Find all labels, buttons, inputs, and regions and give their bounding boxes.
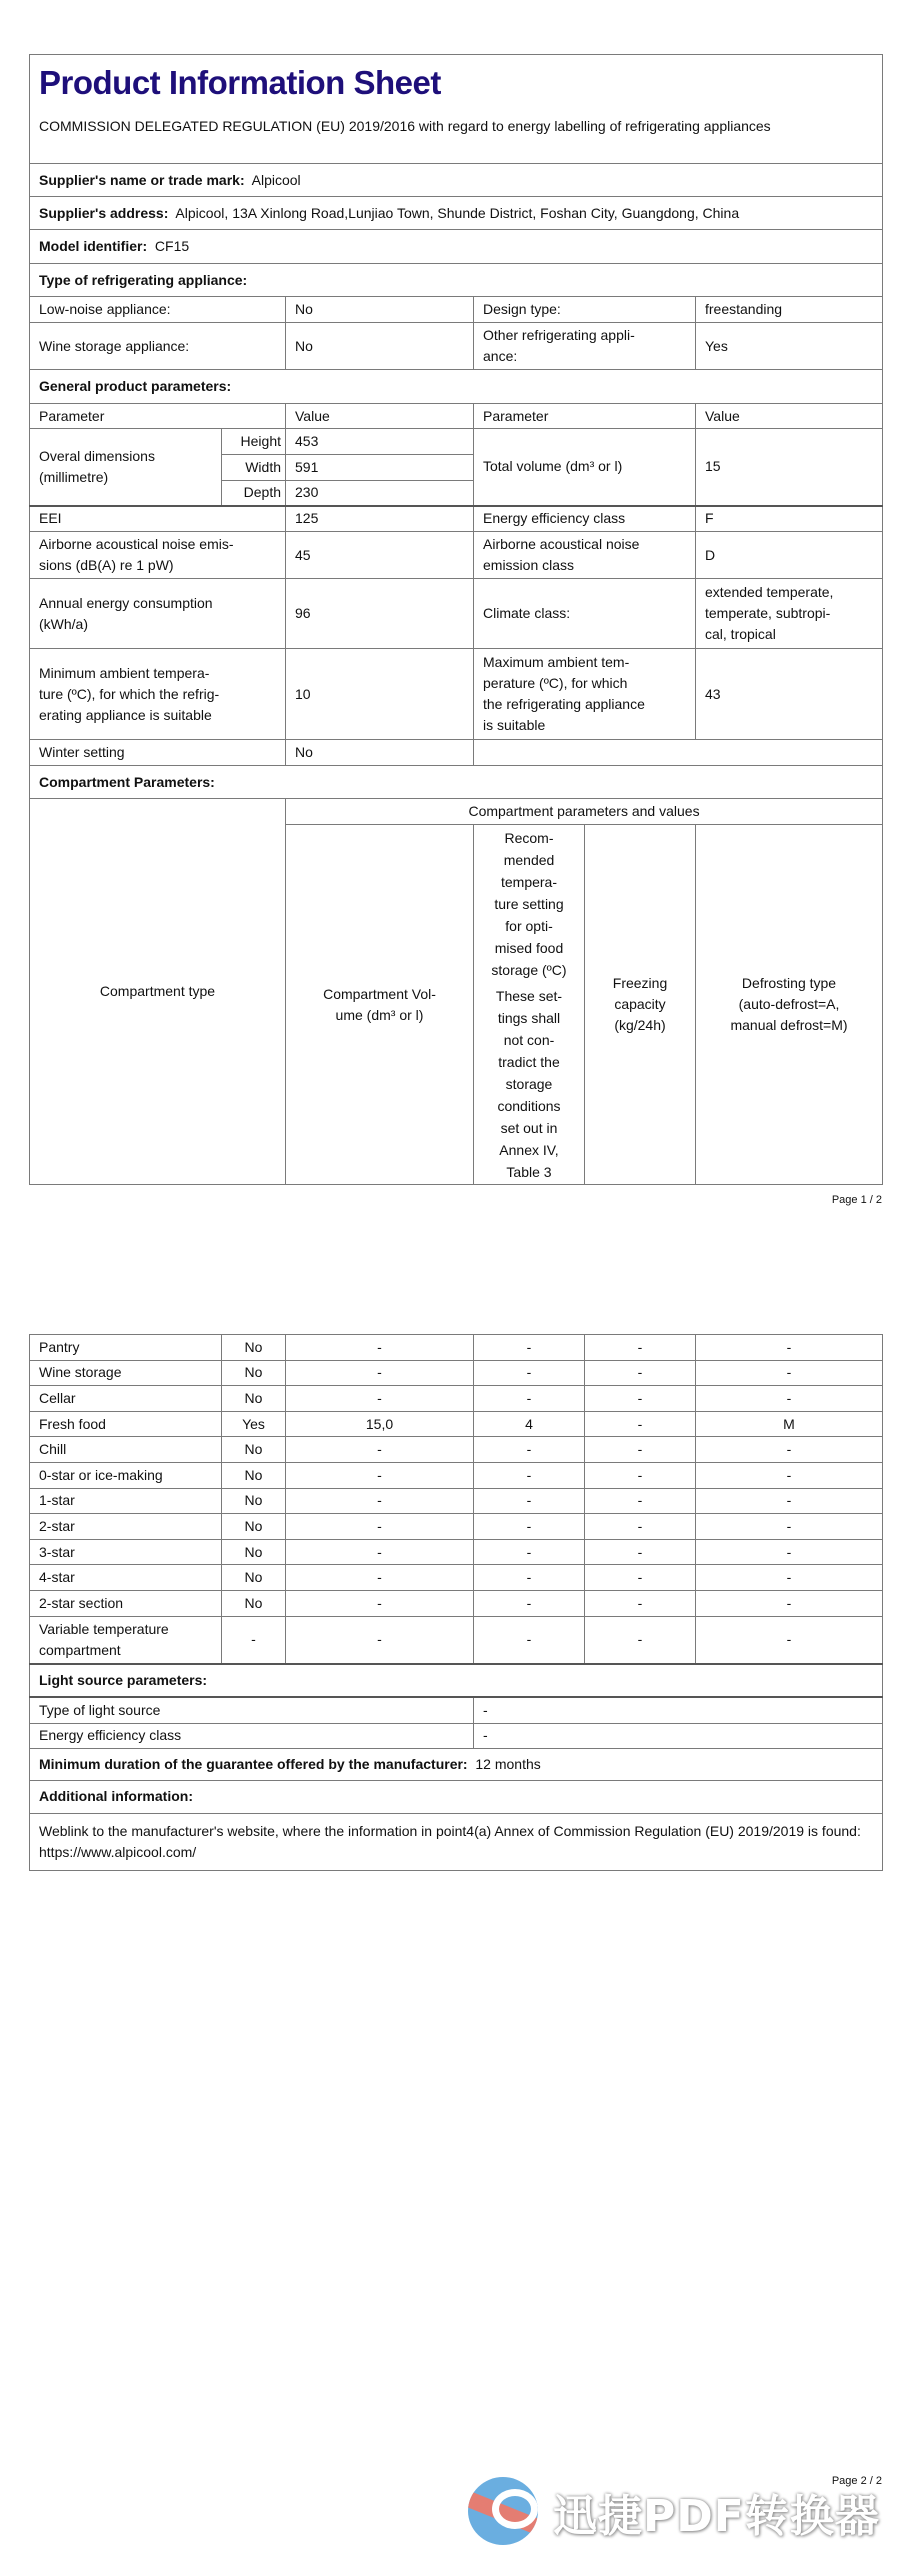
- low-noise-value: No: [286, 297, 474, 323]
- compartment-type-cell: Fresh food: [30, 1411, 222, 1437]
- compartment-volume-cell: -: [286, 1488, 474, 1514]
- recommended-temperature-cell: -: [474, 1462, 585, 1488]
- compartment-type-cell: 3-star: [30, 1539, 222, 1565]
- temperature-header: Recom- mended tempera- ture setting for opti- mised food storage (ºC): [491, 829, 567, 978]
- weblink-text: Weblink to the manufacturer's website, where the information in point4(a) Annex of Commission Regulation (EU) 2019/2019 is found:: [39, 1822, 861, 1839]
- height-label: Height: [222, 429, 286, 455]
- model-label: Model identifier:: [39, 238, 148, 254]
- compartment-volume-cell: -: [286, 1514, 474, 1540]
- compartment-type-cell: Cellar: [30, 1386, 222, 1412]
- light-eec-value: -: [474, 1723, 883, 1748]
- supplier-name-value: Alpicool: [251, 171, 301, 188]
- compartment-rows: [30, 1335, 883, 1665]
- max-ambient-label: Maximum ambient tem- perature (ºC), for which the refrigerating appliance is suitable: [474, 649, 696, 740]
- climate-class-value: extended temperate, temperate, subtropi- cal, tropical: [696, 579, 883, 649]
- product-info-table-page2: [29, 1334, 883, 1871]
- compartment-row: [30, 1437, 883, 1463]
- watermark-logo-icon: [468, 2477, 538, 2545]
- compartment-volume-cell: -: [286, 1437, 474, 1463]
- design-type-label: Design type:: [474, 297, 696, 323]
- compartment-row: [30, 1335, 883, 1361]
- freezing-capacity-cell: -: [585, 1590, 696, 1616]
- noise-value: 45: [286, 532, 474, 579]
- compartment-row: [30, 1565, 883, 1591]
- recommended-temperature-cell: -: [474, 1616, 585, 1664]
- page-number-2: Page 2 / 2: [831, 2475, 882, 2487]
- wine-storage-label: Wine storage appliance:: [30, 323, 286, 370]
- compartment-volume-cell: 15,0: [286, 1411, 474, 1437]
- compartment-row: [30, 1360, 883, 1386]
- depth-value: 230: [286, 481, 474, 506]
- supplier-name-label: Supplier's name or trade mark:: [39, 171, 245, 188]
- defrosting-type-cell: -: [696, 1514, 883, 1540]
- compartment-row: [30, 1539, 883, 1565]
- compartment-present-cell: No: [222, 1335, 286, 1361]
- compartment-type-cell: 2-star section: [30, 1590, 222, 1616]
- supplier-name-row: [30, 164, 883, 197]
- page-number-1: Page 1 / 2: [831, 1194, 882, 1206]
- defrosting-type-cell: -: [696, 1488, 883, 1514]
- defrosting-type-cell: -: [696, 1539, 883, 1565]
- compartment-present-cell: No: [222, 1437, 286, 1463]
- title-cell: [30, 55, 883, 164]
- compartment-row: [30, 1514, 883, 1540]
- guarantee-row: [30, 1748, 883, 1780]
- recommended-temperature-cell: 4: [474, 1411, 585, 1437]
- recommended-temperature-cell: -: [474, 1360, 585, 1386]
- defrosting-type-header: Defrosting type (auto-defrost=A, manual defrost=M): [696, 825, 883, 1185]
- supplier-address-label: Supplier's address:: [39, 204, 169, 221]
- compartment-type-cell: Pantry: [30, 1335, 222, 1361]
- defrosting-type-cell: -: [696, 1360, 883, 1386]
- compartment-type-cell: Wine storage: [30, 1360, 222, 1386]
- compartment-present-cell: No: [222, 1590, 286, 1616]
- width-value: 591: [286, 455, 474, 481]
- compartment-present-cell: No: [222, 1565, 286, 1591]
- model-row: [30, 230, 883, 264]
- appliance-type-heading: Type of refrigerating appliance:: [30, 264, 883, 297]
- winter-setting-value: No: [286, 740, 474, 766]
- guarantee-label: Minimum duration of the guarantee offered by the manufacturer:: [39, 1755, 468, 1772]
- defrosting-type-cell: -: [696, 1437, 883, 1463]
- low-noise-label: Low-noise appliance:: [30, 297, 286, 323]
- winter-setting-label: Winter setting: [30, 740, 286, 766]
- defrosting-type-cell: M: [696, 1411, 883, 1437]
- freezing-capacity-cell: -: [585, 1360, 696, 1386]
- compartment-type-header: Compartment type: [30, 799, 286, 1185]
- defrosting-type-cell: -: [696, 1462, 883, 1488]
- compartment-present-cell: No: [222, 1539, 286, 1565]
- freezing-capacity-cell: -: [585, 1565, 696, 1591]
- light-type-value: -: [474, 1697, 883, 1723]
- freezing-capacity-cell: -: [585, 1437, 696, 1463]
- compartment-volume-cell: -: [286, 1616, 474, 1664]
- light-eec-label: Energy efficiency class: [30, 1723, 474, 1748]
- compartment-type-cell: 2-star: [30, 1514, 222, 1540]
- freezing-capacity-cell: -: [585, 1411, 696, 1437]
- compartment-group-header: Compartment parameters and values: [286, 799, 883, 825]
- freezing-capacity-cell: -: [585, 1488, 696, 1514]
- freezing-capacity-cell: -: [585, 1616, 696, 1664]
- watermark-text: 迅捷PDF转换器: [553, 2491, 880, 2542]
- compartment-params-heading: Compartment Parameters:: [30, 766, 883, 799]
- compartment-row: [30, 1616, 883, 1664]
- compartment-row: [30, 1488, 883, 1514]
- defrosting-type-cell: -: [696, 1590, 883, 1616]
- noise-class-label: Airborne acoustical noise emission class: [474, 532, 696, 579]
- other-appliance-value: Yes: [696, 323, 883, 370]
- compartment-volume-cell: -: [286, 1565, 474, 1591]
- freezing-capacity-header: Freezing capacity (kg/24h): [585, 825, 696, 1185]
- recommended-temperature-cell: -: [474, 1437, 585, 1463]
- compartment-volume-cell: -: [286, 1335, 474, 1361]
- supplier-address-row: [30, 197, 883, 230]
- compartment-row: [30, 1411, 883, 1437]
- noise-label: Airborne acoustical noise emis- sions (dB(A) re 1 pW): [30, 532, 286, 579]
- defrosting-type-cell: -: [696, 1335, 883, 1361]
- eec-value: F: [696, 506, 883, 532]
- min-ambient-label: Minimum ambient tempera- ture (ºC), for which the refrig- erating appliance is suitable: [30, 649, 286, 740]
- guarantee-value: 12 months: [475, 1755, 541, 1772]
- col-header-value-2: Value: [696, 404, 883, 429]
- min-ambient-value: 10: [286, 649, 474, 740]
- eei-label: EEI: [30, 506, 286, 532]
- defrosting-type-cell: -: [696, 1616, 883, 1664]
- col-header-parameter: Parameter: [30, 404, 286, 429]
- total-volume-label: Total volume (dm³ or l): [474, 429, 696, 506]
- annual-energy-value: 96: [286, 579, 474, 649]
- eei-value: 125: [286, 506, 474, 532]
- height-value: 453: [286, 429, 474, 455]
- compartment-volume-cell: -: [286, 1539, 474, 1565]
- compartment-type-cell: 1-star: [30, 1488, 222, 1514]
- width-label: Width: [222, 455, 286, 481]
- compartment-row: [30, 1386, 883, 1412]
- compartment-present-cell: No: [222, 1514, 286, 1540]
- recommended-temperature-cell: -: [474, 1590, 585, 1616]
- empty-cell: [474, 740, 883, 766]
- wine-storage-value: No: [286, 323, 474, 370]
- climate-class-label: Climate class:: [474, 579, 696, 649]
- max-ambient-value: 43: [696, 649, 883, 740]
- col-header-parameter-2: Parameter: [474, 404, 696, 429]
- dimensions-label: Overal dimensions (millimetre): [30, 429, 222, 506]
- temperature-note: These set- tings shall not con- tradict the storage conditions set out in Annex IV, Table 3: [495, 987, 563, 1180]
- general-params-heading: General product parameters:: [30, 370, 883, 404]
- compartment-type-cell: 0-star or ice-making: [30, 1462, 222, 1488]
- temperature-header-cell: [474, 825, 585, 1185]
- compartment-volume-cell: -: [286, 1386, 474, 1412]
- compartment-row: [30, 1590, 883, 1616]
- defrosting-type-cell: -: [696, 1386, 883, 1412]
- supplier-address-value: Alpicool, 13A Xinlong Road,Lunjiao Town, Shunde District, Foshan City, Guangdong, China: [175, 204, 740, 221]
- freezing-capacity-cell: -: [585, 1539, 696, 1565]
- freezing-capacity-cell: -: [585, 1462, 696, 1488]
- product-info-table-page1: [29, 54, 883, 1185]
- freezing-capacity-cell: -: [585, 1514, 696, 1540]
- noise-class-value: D: [696, 532, 883, 579]
- freezing-capacity-cell: -: [585, 1335, 696, 1361]
- depth-label: Depth: [222, 481, 286, 506]
- compartment-type-cell: 4-star: [30, 1565, 222, 1591]
- defrosting-type-cell: -: [696, 1565, 883, 1591]
- compartment-type-cell: Chill: [30, 1437, 222, 1463]
- eec-label: Energy efficiency class: [474, 506, 696, 532]
- compartment-present-cell: -: [222, 1616, 286, 1664]
- light-source-heading: Light source parameters:: [30, 1664, 883, 1697]
- recommended-temperature-cell: -: [474, 1386, 585, 1412]
- recommended-temperature-cell: -: [474, 1514, 585, 1540]
- additional-info-heading: Additional information:: [30, 1780, 883, 1813]
- model-value: CF15: [154, 238, 190, 254]
- recommended-temperature-cell: -: [474, 1565, 585, 1591]
- light-type-label: Type of light source: [30, 1697, 474, 1723]
- weblink-row: [30, 1813, 883, 1870]
- page-title: Product Information Sheet: [39, 64, 441, 101]
- annual-energy-label: Annual energy consumption (kWh/a): [30, 579, 286, 649]
- col-header-value: Value: [286, 404, 474, 429]
- regulation-subtitle: COMMISSION DELEGATED REGULATION (EU) 2019/2016 with regard to energy labelling of refrigerating appliances: [39, 118, 771, 134]
- recommended-temperature-cell: -: [474, 1488, 585, 1514]
- compartment-present-cell: No: [222, 1462, 286, 1488]
- recommended-temperature-cell: -: [474, 1335, 585, 1361]
- weblink-url[interactable]: https://www.alpicool.com/: [39, 1843, 197, 1860]
- compartment-present-cell: Yes: [222, 1411, 286, 1437]
- compartment-type-cell: Variable temperature compartment: [30, 1616, 222, 1664]
- compartment-row: [30, 1462, 883, 1488]
- other-appliance-label: Other refrigerating appli- ance:: [474, 323, 696, 370]
- volume-header: Compartment Vol- ume (dm³ or l): [286, 825, 474, 1185]
- compartment-volume-cell: -: [286, 1360, 474, 1386]
- compartment-present-cell: No: [222, 1386, 286, 1412]
- compartment-present-cell: No: [222, 1360, 286, 1386]
- compartment-present-cell: No: [222, 1488, 286, 1514]
- freezing-capacity-cell: -: [585, 1386, 696, 1412]
- design-type-value: freestanding: [696, 297, 883, 323]
- compartment-volume-cell: -: [286, 1590, 474, 1616]
- total-volume-value: 15: [696, 429, 883, 506]
- recommended-temperature-cell: -: [474, 1539, 585, 1565]
- compartment-volume-cell: -: [286, 1462, 474, 1488]
